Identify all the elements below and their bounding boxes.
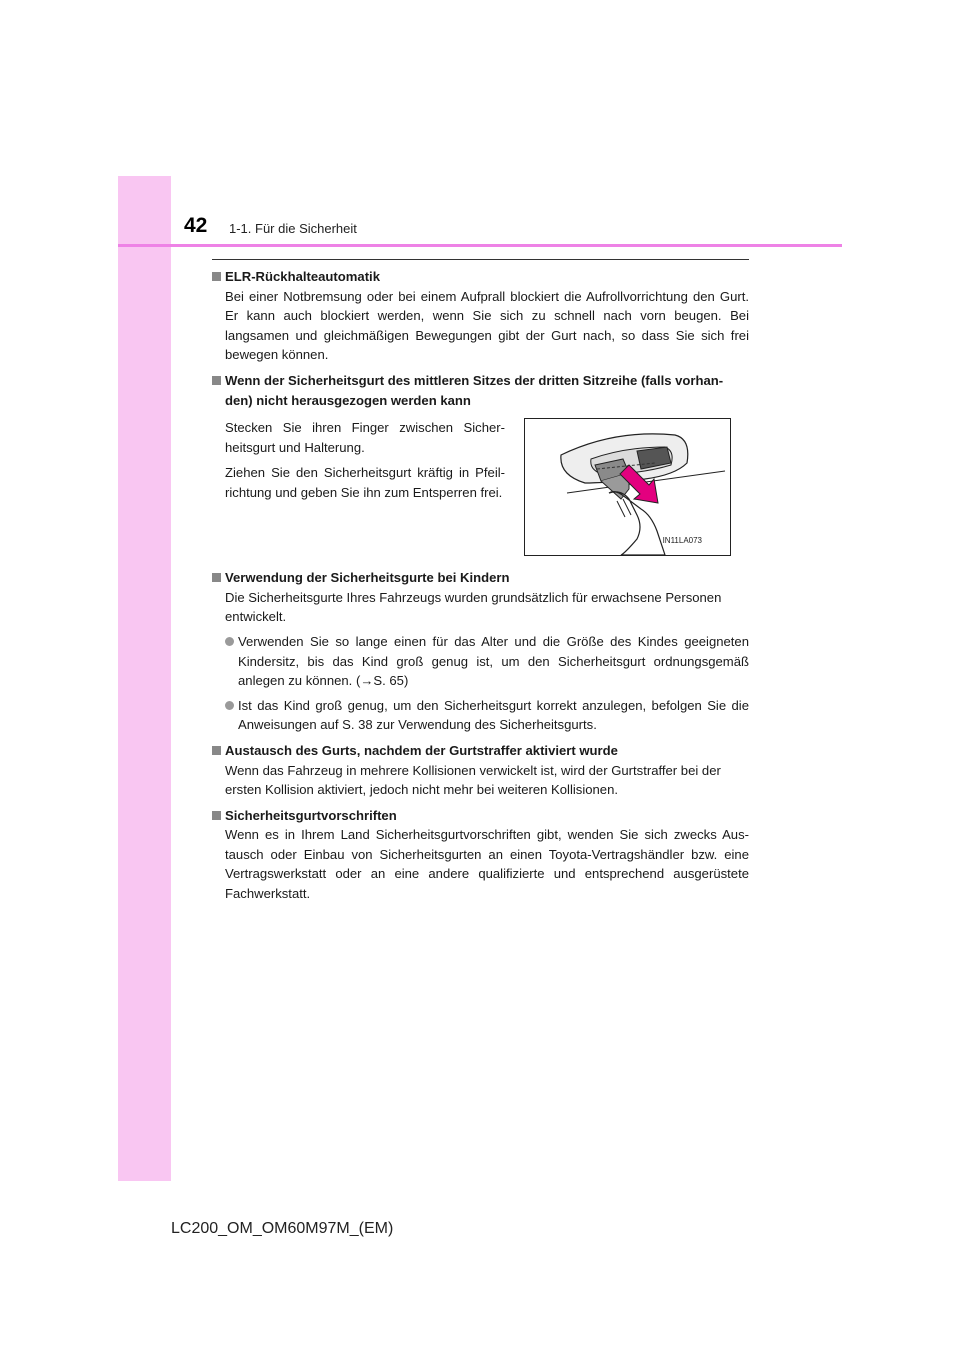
square-bullet-icon	[212, 376, 221, 385]
content-top-rule	[212, 259, 749, 260]
section-elr	[212, 267, 749, 365]
belt-release-illustration	[524, 418, 731, 556]
figure-code: IN11LA073	[662, 535, 702, 545]
section-heading: Austausch des Gurts, nachdem der Gurtstraffer aktiviert wurde	[225, 742, 618, 758]
section-children	[212, 568, 749, 735]
bullet-item	[212, 632, 749, 691]
bullet-item	[212, 696, 749, 735]
square-bullet-icon	[212, 746, 221, 755]
circle-bullet-icon	[225, 637, 234, 646]
section-replacement	[212, 741, 749, 800]
section-text: Bei einer Notbremsung oder bei einem Aufprall blockiert die Aufrollvorrichtung den Gurt. Er kann auch blockiert werden, wenn Sie sich zu schnell nach vorn beugen. Bei langsamen und gleichmäßigen Bewegungen gibt der Gurt nach, so dass Sie sich frei bewegen können.	[225, 288, 749, 363]
section-middle-seat	[212, 371, 749, 556]
footer-code: LC200_OM_OM60M97M_(EM)	[171, 1220, 394, 1237]
side-color-band	[118, 176, 171, 1181]
page-number: 42	[184, 214, 208, 237]
section-heading: Sicherheitsgurtvorschriften	[225, 807, 397, 823]
section-regulations	[212, 806, 749, 904]
section-text: Die Sicherheitsgurte Ihres Fahrzeugs wurden grundsätzlich für erwachsene Personen entwickelt.	[225, 589, 722, 625]
section-heading: ELR-Rückhalteautomatik	[225, 269, 380, 284]
instruction-step-1: Stecken Sie ihren Finger zwischen Sicher-heitsgurt und Halterung.	[225, 420, 505, 455]
section-heading: Wenn der Sicherheitsgurt des mittleren Sitzes der dritten Sitzreihe (falls vorhan-den) nicht herausgezogen werden kann	[225, 372, 724, 408]
circle-bullet-icon	[225, 701, 234, 710]
section-title: 1-1. Für die Sicherheit	[229, 221, 357, 236]
square-bullet-icon	[212, 573, 221, 582]
section-text: Wenn es in Ihrem Land Sicherheitsgurtvorschriften gibt, wenden Sie sich zwecks Aus-tausch oder Einbau von Sicherheitsgurten an einen Toyota-Vertragshändler bzw. eine Vertragswerkstatt oder an eine andere qualifizierte und entsprechend ausgerüstete Fachwerkstatt.	[225, 827, 749, 902]
instruction-step-2: Ziehen Sie den Sicherheitsgurt kräftig in Pfeil-richtung und geben Sie ihn zum Entsperren frei.	[225, 465, 505, 500]
bullet-text: Ist das Kind groß genug, um den Sicherheitsgurt korrekt anzulegen, befolgen Sie die Anweisungen auf S. 38 zur Verwendung des Sicherheitsgurts.	[238, 697, 749, 733]
page-content	[212, 267, 749, 910]
header-rule	[118, 244, 842, 247]
square-bullet-icon	[212, 811, 221, 820]
section-text: Wenn das Fahrzeug in mehrere Kollisionen verwickelt ist, wird der Gurtstraffer bei der ersten Kollision aktiviert, jedoch nicht mehr bei weiteren Kollisionen.	[225, 762, 721, 798]
square-bullet-icon	[212, 272, 221, 281]
bullet-text: Verwenden Sie so lange einen für das Alter und die Größe des Kindes geeigneten Kindersitz, bis das Kind groß genug ist, um den Sicherheitsgurt ordnungsgemäß anlegen zu können. (→S. 65)	[238, 633, 749, 689]
section-heading: Verwendung der Sicherheitsgurte bei Kindern	[225, 570, 510, 586]
